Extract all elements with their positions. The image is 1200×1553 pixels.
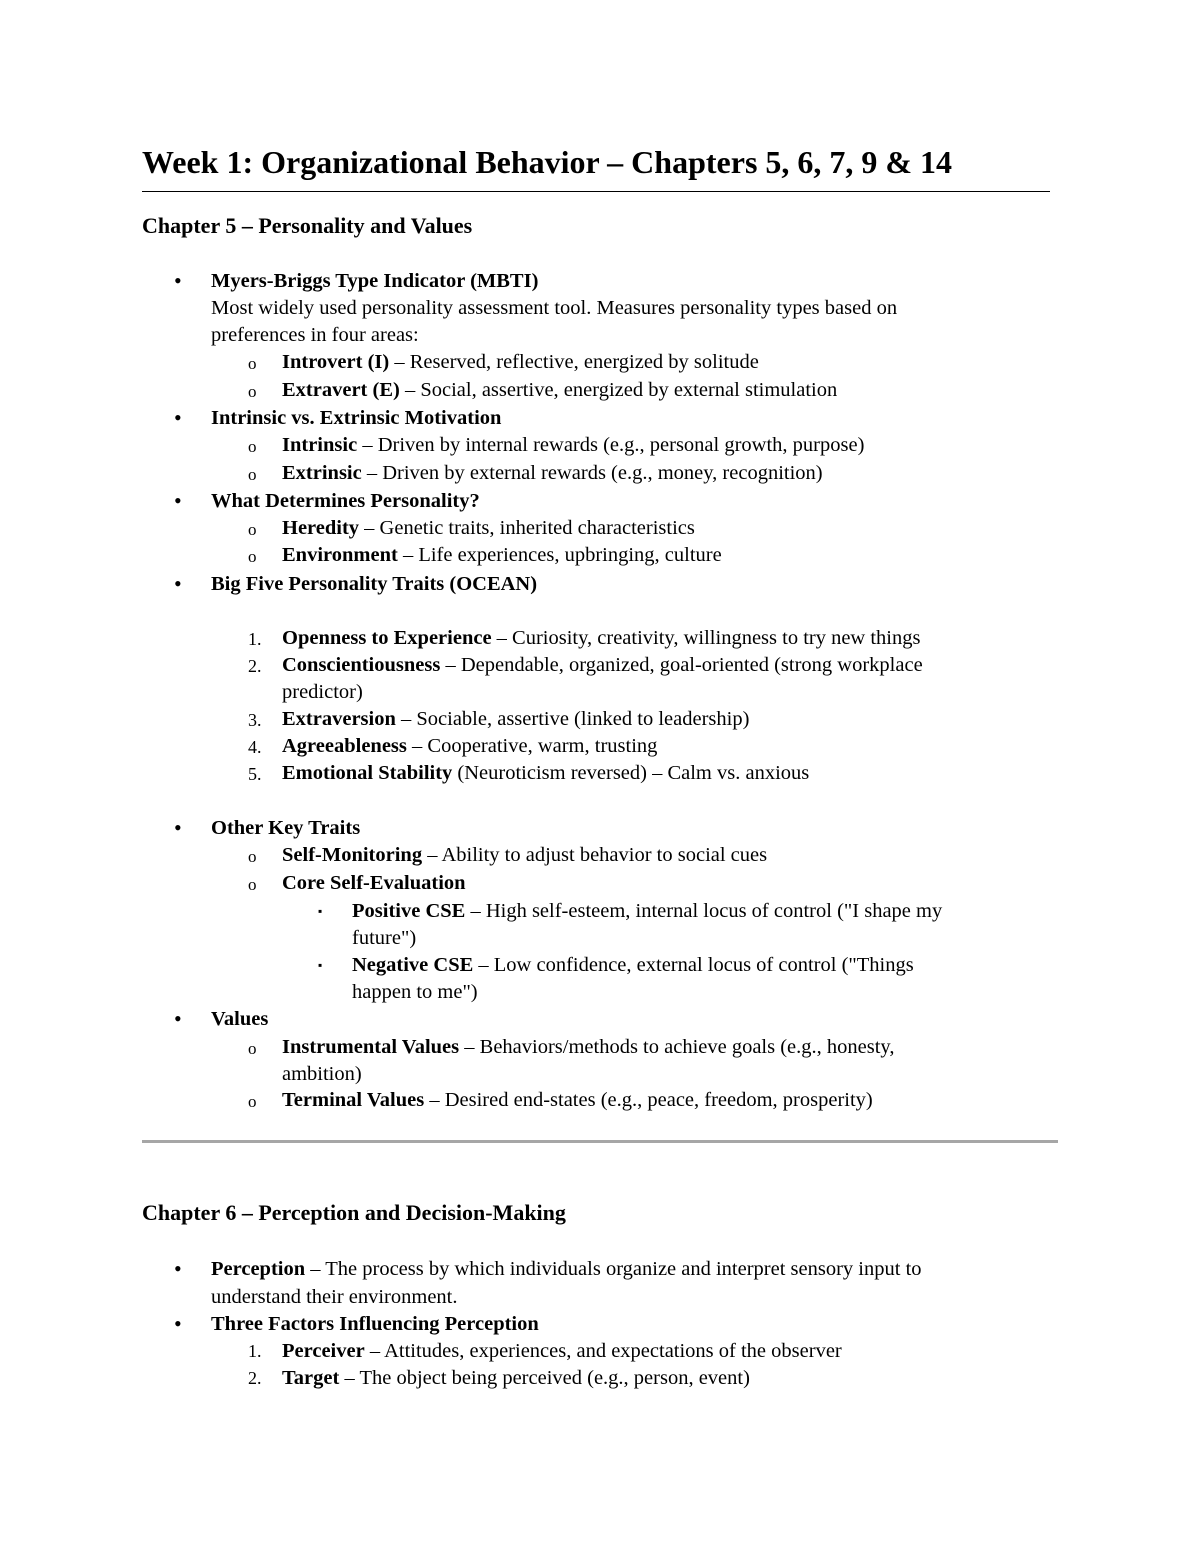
item-term: Positive CSE: [352, 900, 466, 922]
list-item: [211, 1256, 922, 1283]
item-desc: – The object being perceived (e.g., person, event): [339, 1367, 750, 1389]
list-item: [352, 898, 942, 925]
list-item: [282, 432, 864, 459]
bullet-marker: •: [174, 488, 182, 513]
item-desc: – Life experiences, upbringing, culture: [397, 544, 722, 566]
square-marker: ▪: [318, 904, 323, 918]
item-desc: – Curiosity, creativity, willingness to try new things: [491, 627, 921, 649]
circle-marker: o: [248, 1039, 257, 1058]
item-term: Openness to Experience: [282, 627, 492, 649]
circle-marker: o: [248, 875, 257, 894]
list-item: [282, 515, 695, 542]
item-term: Instrumental Values: [282, 1036, 460, 1058]
circle-marker: o: [248, 520, 257, 539]
circle-marker: o: [248, 847, 257, 866]
list-item-continuation: understand their environment.: [211, 1286, 458, 1308]
list-item: [282, 1338, 842, 1365]
circle-marker: o: [248, 465, 257, 484]
item-desc: – The process by which individuals organize and interpret sensory input to: [305, 1258, 922, 1280]
list-item: [282, 377, 837, 404]
list-number: 5.: [248, 764, 262, 784]
motivation-term: Intrinsic vs. Extrinsic Motivation: [211, 407, 502, 429]
bullet-marker: •: [174, 268, 182, 293]
item-desc: – Reserved, reflective, energized by solitude: [389, 351, 759, 373]
list-number: 2.: [248, 656, 262, 676]
section-divider: [142, 1140, 1058, 1143]
circle-marker: o: [248, 1092, 257, 1111]
bullet-marker: •: [174, 1256, 182, 1281]
item-desc: – Dependable, organized, goal-oriented (strong workplace: [440, 654, 923, 676]
mbti-term: Myers-Briggs Type Indicator (MBTI): [211, 270, 539, 292]
bullet-marker: •: [174, 571, 182, 596]
item-term: Emotional Stability: [282, 762, 453, 784]
item-desc: – Cooperative, warm, trusting: [406, 735, 658, 757]
factors-term: Three Factors Influencing Perception: [211, 1313, 539, 1335]
circle-marker: o: [248, 354, 257, 373]
mbti-desc-line1: Most widely used personality assessment tool. Measures personality types based on: [211, 297, 898, 319]
list-item: [282, 760, 809, 787]
item-term: Perceiver: [282, 1340, 365, 1362]
item-term: Intrinsic: [282, 434, 358, 456]
list-item: [282, 706, 749, 733]
item-term: Perception: [211, 1258, 306, 1280]
list-item: [282, 460, 823, 487]
item-term: Environment: [282, 544, 398, 566]
list-item: [282, 542, 722, 569]
bigfive-term: Big Five Personality Traits (OCEAN): [211, 573, 538, 595]
item-desc: – Ability to adjust behavior to social cues: [422, 844, 768, 866]
list-item-continuation: happen to me"): [352, 981, 478, 1003]
item-desc: – Driven by external rewards (e.g., money, recognition): [361, 462, 823, 484]
square-marker: ▪: [318, 958, 323, 972]
item-desc: – Driven by internal rewards (e.g., personal growth, purpose): [357, 434, 865, 456]
bullet-marker: •: [174, 1006, 182, 1031]
item-term: Negative CSE: [352, 954, 474, 976]
list-item: [282, 625, 921, 652]
circle-marker: o: [248, 547, 257, 566]
list-number: 3.: [248, 710, 262, 730]
list-item: [282, 842, 767, 869]
item-desc: (Neuroticism reversed) – Calm vs. anxious: [452, 762, 810, 784]
title-underline: [142, 191, 1050, 192]
list-item-continuation: predictor): [282, 681, 363, 703]
item-desc: – Social, assertive, energized by external stimulation: [399, 379, 838, 401]
determines-term: What Determines Personality?: [211, 490, 480, 512]
list-number: 1.: [248, 629, 262, 649]
list-item: [282, 1034, 894, 1061]
item-desc: – Attitudes, experiences, and expectations of the observer: [364, 1340, 842, 1362]
circle-marker: o: [248, 382, 257, 401]
list-number: 1.: [248, 1341, 262, 1361]
list-number: 4.: [248, 737, 262, 757]
item-term: Heredity: [282, 517, 360, 539]
cse-term: Core Self-Evaluation: [282, 872, 466, 894]
bullet-marker: •: [174, 815, 182, 840]
item-term: Agreeableness: [282, 735, 407, 757]
item-term: Target: [282, 1367, 340, 1389]
item-desc: – Sociable, assertive (linked to leadership): [395, 708, 750, 730]
item-term: Introvert (I): [282, 351, 390, 373]
list-item-continuation: ambition): [282, 1063, 362, 1085]
item-desc: – Genetic traits, inherited characteristics: [359, 517, 695, 539]
item-term: Terminal Values: [282, 1089, 425, 1111]
item-term: Extravert (E): [282, 379, 400, 401]
item-desc: – Desired end-states (e.g., peace, freedom, prosperity): [424, 1089, 873, 1111]
list-item: [282, 1087, 873, 1114]
list-item: [282, 1365, 750, 1392]
circle-marker: o: [248, 437, 257, 456]
list-item: [282, 733, 657, 760]
bullet-marker: •: [174, 1311, 182, 1336]
item-term: Extraversion: [282, 708, 396, 730]
list-item: [282, 349, 759, 376]
item-term: Extrinsic: [282, 462, 362, 484]
chapter-6-heading: Chapter 6 – Perception and Decision-Making: [142, 1200, 566, 1225]
other-traits-term: Other Key Traits: [211, 817, 361, 839]
mbti-desc-line2: preferences in four areas:: [211, 324, 419, 346]
list-item-continuation: future"): [352, 927, 417, 949]
item-term: Self-Monitoring: [282, 844, 423, 866]
item-desc: – High self-esteem, internal locus of control ("I shape my: [465, 900, 943, 922]
values-term: Values: [211, 1008, 269, 1030]
item-term: Conscientiousness: [282, 654, 441, 676]
list-item: [352, 952, 914, 979]
page-title: Week 1: Organizational Behavior – Chapters 5, 6, 7, 9 & 14: [142, 144, 953, 180]
list-item: [282, 652, 923, 679]
list-number: 2.: [248, 1368, 262, 1388]
bullet-marker: •: [174, 405, 182, 430]
chapter-5-heading: Chapter 5 – Personality and Values: [142, 213, 473, 238]
item-desc: – Behaviors/methods to achieve goals (e.g., honesty,: [459, 1036, 895, 1058]
item-desc: – Low confidence, external locus of control ("Things: [473, 954, 914, 976]
